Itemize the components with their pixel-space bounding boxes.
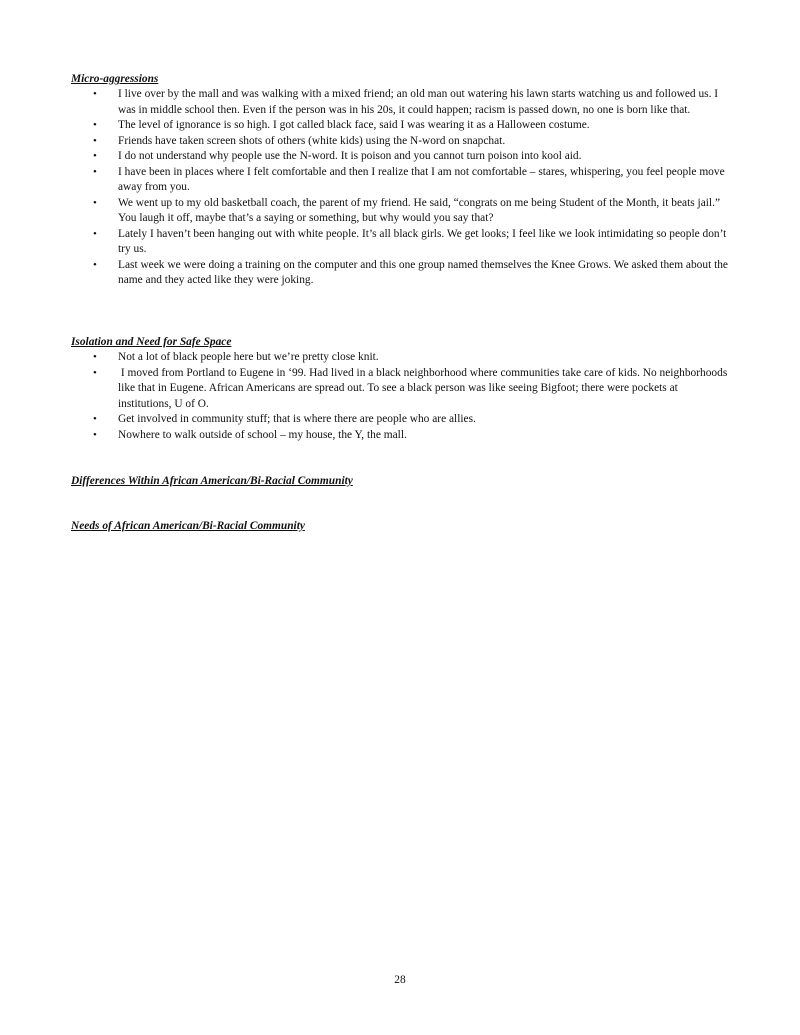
bullet-icon: • xyxy=(93,134,97,147)
list-item xyxy=(71,165,731,196)
list-item-text: I live over by the mall and was walking with a mixed friend; an old man out watering his lawn starts watching us and followed us. I was in middle school then. Even if the person was in his 20s, it could happen; racism is passed down, no one is born like that. xyxy=(118,88,719,116)
list-item xyxy=(71,118,731,134)
section-heading: Needs of African American/Bi-Racial Community xyxy=(71,520,305,532)
section-isolation-safe-space xyxy=(71,335,731,443)
bullet-list xyxy=(71,350,731,443)
bullet-icon: • xyxy=(93,88,97,100)
list-item xyxy=(71,366,731,413)
list-item xyxy=(71,134,731,150)
bullet-icon: • xyxy=(93,428,97,441)
section-differences-within-community xyxy=(71,474,731,489)
list-item-text: I moved from Portland to Eugene in ‘99. Had lived in a black neighborhood where communities take care of kids. No neighborhoods like that in Eugene. African Americans are spread out. To see a black person was like seeing Bigfoot; there were pockets at institutions, U of O. xyxy=(118,366,731,410)
bullet-icon: • xyxy=(93,150,97,162)
list-item-text: I do not understand why people use the N-word. It is poison and you cannot turn poison into kool aid. xyxy=(118,150,582,162)
list-item-text: We went up to my old basketball coach, the parent of my friend. He said, “congrats on me being Student of the Month, it beats jail.” You laugh it off, maybe that’s a saying or something, but why would you say that? xyxy=(118,196,720,224)
list-item xyxy=(71,428,731,444)
bullet-icon: • xyxy=(93,165,97,178)
list-item-text: Last week we were doing a training on the computer and this one group named themselves the Knee Grows. We asked them about the name and they acted like they were joking. xyxy=(118,258,728,286)
list-item xyxy=(71,87,731,118)
list-item xyxy=(71,227,731,258)
list-item xyxy=(71,196,731,227)
list-item xyxy=(71,350,731,366)
bullet-list xyxy=(71,87,731,289)
list-item-text: I have been in places where I felt comfortable and then I realize that I am not comfortable – stares, whispering, you feel people move away from you. xyxy=(118,165,725,193)
list-item xyxy=(71,258,731,289)
list-item-text: Friends have taken screen shots of others (white kids) using the N-word on snapchat. xyxy=(118,134,506,147)
section-heading: Micro-aggressions xyxy=(71,73,159,85)
section-heading: Differences Within African American/Bi-Racial Community xyxy=(71,475,353,487)
page-number: 28 xyxy=(394,974,406,986)
bullet-icon: • xyxy=(93,258,97,271)
bullet-icon: • xyxy=(93,119,97,131)
bullet-icon: • xyxy=(93,227,97,240)
list-item-text: Lately I haven’t been hanging out with white people. It’s all black girls. We get looks; I feel like we look intimidating so people don’t try us. xyxy=(118,227,727,255)
bullet-icon: • xyxy=(93,413,97,425)
section-heading: Isolation and Need for Safe Space xyxy=(71,336,232,348)
bullet-icon: • xyxy=(93,366,97,379)
list-item-text: Not a lot of black people here but we’re pretty close knit. xyxy=(118,351,379,363)
list-item-text: Get involved in community stuff; that is where there are people who are allies. xyxy=(118,413,476,425)
section-micro-aggressions xyxy=(71,72,731,289)
section-needs-of-community xyxy=(71,519,731,534)
bullet-icon: • xyxy=(93,351,97,363)
list-item-text: Nowhere to walk outside of school – my house, the Y, the mall. xyxy=(118,428,407,441)
list-item xyxy=(71,149,731,165)
bullet-icon: • xyxy=(93,196,97,209)
list-item-text: The level of ignorance is so high. I got called black face, said I was wearing it as a Halloween costume. xyxy=(118,119,590,131)
list-item xyxy=(71,412,731,428)
